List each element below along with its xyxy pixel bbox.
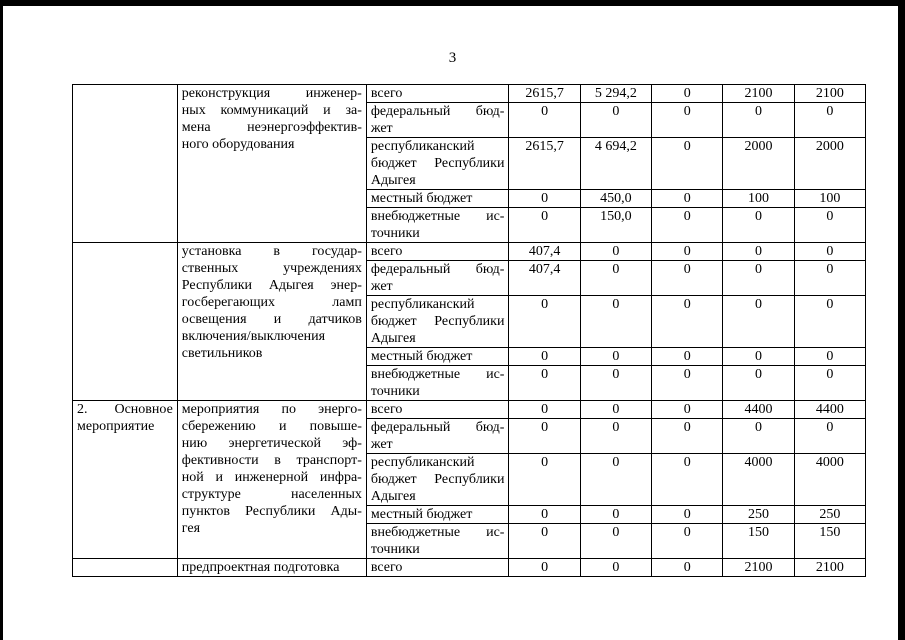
value-cell: 0 [723, 419, 794, 454]
value-cell: 150 [794, 524, 865, 559]
value-cell: 0 [723, 348, 794, 366]
funding-source-line: федеральный бюд- [370, 420, 505, 435]
value-cell: 0 [652, 454, 723, 506]
funding-source-line: республиканский [370, 139, 475, 154]
funding-source-line: внебюджетные ис- [370, 367, 505, 382]
value-cell: 0 [652, 138, 723, 190]
funding-source-line: бюджет Республики [370, 472, 505, 487]
measure-name-line: включения/выключения [181, 329, 326, 344]
funding-source-line: всего [370, 86, 403, 101]
funding-source [366, 243, 509, 261]
funding-source-line: Адыгея [370, 331, 416, 346]
value-cell: 0 [652, 243, 723, 261]
funding-source-line: федеральный бюд- [370, 262, 505, 277]
funding-source [366, 138, 509, 190]
value-cell: 0 [723, 103, 794, 138]
funding-source [366, 366, 509, 401]
value-cell: 0 [580, 261, 651, 296]
funding-source [366, 419, 509, 454]
measure-name-line: освещения и датчиков [181, 312, 362, 327]
measure-name-line: структуре населенных [181, 487, 362, 502]
value-cell: 0 [509, 366, 580, 401]
funding-source [366, 261, 509, 296]
value-cell: 0 [652, 401, 723, 419]
funding-source-line: бюджет Республики [370, 314, 505, 329]
measure-name-line: ного оборудования [181, 137, 295, 152]
value-cell: 0 [652, 190, 723, 208]
funding-source [366, 103, 509, 138]
value-cell: 0 [580, 559, 651, 577]
value-cell: 2100 [794, 85, 865, 103]
value-cell: 2615,7 [509, 138, 580, 190]
value-cell: 0 [794, 208, 865, 243]
value-cell: 0 [580, 419, 651, 454]
value-cell: 0 [509, 559, 580, 577]
value-cell: 0 [509, 419, 580, 454]
value-cell: 100 [723, 190, 794, 208]
table-row [73, 559, 866, 577]
funding-source-line: всего [370, 402, 403, 417]
value-cell: 0 [509, 348, 580, 366]
funding-source-line: точники [370, 226, 420, 241]
value-cell: 0 [580, 296, 651, 348]
measure-name-line: мена неэнергоэффектив- [181, 120, 362, 135]
funding-source-line: точники [370, 384, 420, 399]
page-border-left [0, 0, 3, 640]
value-cell: 0 [794, 296, 865, 348]
funding-source-line: жет [370, 121, 393, 136]
funding-source [366, 85, 509, 103]
page-number: 3 [448, 50, 457, 66]
value-cell: 4400 [794, 401, 865, 419]
value-cell: 100 [794, 190, 865, 208]
value-cell: 0 [723, 208, 794, 243]
value-cell: 4400 [723, 401, 794, 419]
value-cell: 0 [509, 208, 580, 243]
value-cell: 2000 [723, 138, 794, 190]
measure-name [177, 401, 366, 559]
value-cell: 0 [509, 103, 580, 138]
funding-source-line: федеральный бюд- [370, 104, 505, 119]
funding-source-line: бюджет Республики [370, 156, 505, 171]
funding-source-line: республиканский [370, 455, 475, 470]
measure-name-line: гея [181, 521, 201, 536]
value-cell: 0 [580, 524, 651, 559]
value-cell: 0 [723, 296, 794, 348]
measure-name [177, 559, 366, 577]
measure-name-line: сбережению и повыше- [181, 419, 362, 434]
section-cell-empty [73, 243, 178, 401]
funding-source-line: Адыгея [370, 489, 416, 504]
section-label-line: 2. Основное [77, 402, 173, 417]
value-cell: 0 [652, 103, 723, 138]
value-cell: 407,4 [509, 243, 580, 261]
funding-source [366, 524, 509, 559]
measure-name-line: ных коммуникаций и за- [181, 103, 362, 118]
funding-source [366, 454, 509, 506]
value-cell: 0 [580, 366, 651, 401]
value-cell: 0 [580, 454, 651, 506]
value-cell: 2100 [723, 85, 794, 103]
measure-name-line: реконструкция инженер- [181, 86, 362, 101]
section-cell-empty [73, 85, 178, 243]
measure-name [177, 243, 366, 401]
funding-source [366, 348, 509, 366]
section-label [73, 401, 178, 559]
table-row [73, 243, 866, 261]
funding-source-line: жет [370, 437, 393, 452]
funding-source [366, 296, 509, 348]
funding-source-line: внебюджетные ис- [370, 209, 505, 224]
value-cell: 0 [509, 296, 580, 348]
funding-source-line: всего [370, 244, 403, 259]
value-cell: 0 [723, 261, 794, 296]
funding-source [366, 506, 509, 524]
value-cell: 0 [652, 348, 723, 366]
funding-source-line: внебюджетные ис- [370, 525, 505, 540]
funding-source-line: местный бюджет [370, 507, 473, 522]
value-cell: 2000 [794, 138, 865, 190]
value-cell: 0 [652, 524, 723, 559]
value-cell: 2100 [794, 559, 865, 577]
value-cell: 2615,7 [509, 85, 580, 103]
section-cell-empty [73, 559, 178, 577]
value-cell: 407,4 [509, 261, 580, 296]
measure-name-line: установка в государ- [181, 244, 362, 259]
measure-name-line: фективности в транспорт- [181, 453, 362, 468]
value-cell: 0 [580, 401, 651, 419]
value-cell: 150,0 [580, 208, 651, 243]
section-label-line: мероприятие [77, 419, 155, 434]
funding-source [366, 208, 509, 243]
value-cell: 0 [652, 506, 723, 524]
value-cell: 0 [509, 506, 580, 524]
value-cell: 150 [723, 524, 794, 559]
value-cell: 0 [652, 366, 723, 401]
measure-name-line: ной и инженерной инфра- [181, 470, 362, 485]
table-row [73, 85, 866, 103]
value-cell: 4000 [723, 454, 794, 506]
funding-source [366, 401, 509, 419]
value-cell: 0 [794, 243, 865, 261]
measure-name [177, 85, 366, 243]
measure-name-line: Республики Адыгея энер- [181, 278, 362, 293]
value-cell: 0 [580, 243, 651, 261]
value-cell: 0 [794, 103, 865, 138]
value-cell: 0 [652, 85, 723, 103]
value-cell: 250 [794, 506, 865, 524]
value-cell: 0 [509, 190, 580, 208]
value-cell: 2100 [723, 559, 794, 577]
value-cell: 0 [580, 348, 651, 366]
value-cell: 0 [509, 524, 580, 559]
value-cell: 0 [509, 454, 580, 506]
measure-name-line: светильников [181, 346, 263, 361]
funding-source-line: местный бюджет [370, 191, 473, 206]
value-cell: 0 [794, 348, 865, 366]
value-cell: 4000 [794, 454, 865, 506]
value-cell: 0 [652, 419, 723, 454]
value-cell: 0 [794, 261, 865, 296]
measure-name-line: ственных учреждениях [181, 261, 362, 276]
value-cell: 250 [723, 506, 794, 524]
value-cell: 0 [652, 208, 723, 243]
measure-name-line: госберегающих ламп [181, 295, 362, 310]
measure-name-line: нию энергетической эф- [181, 436, 362, 451]
funding-source-line: республиканский [370, 297, 475, 312]
funding-source-line: Адыгея [370, 173, 416, 188]
value-cell: 0 [652, 559, 723, 577]
value-cell: 450,0 [580, 190, 651, 208]
value-cell: 0 [723, 366, 794, 401]
value-cell: 0 [652, 261, 723, 296]
funding-source-line: всего [370, 560, 403, 575]
measure-name-line: предпроектная подготовка [181, 560, 340, 575]
value-cell: 4 694,2 [580, 138, 651, 190]
measure-name-line: мероприятия по энерго- [181, 402, 362, 417]
funding-source-line: местный бюджет [370, 349, 473, 364]
value-cell: 0 [580, 506, 651, 524]
value-cell: 0 [509, 401, 580, 419]
funding-source-line: жет [370, 279, 393, 294]
budget-table [72, 84, 866, 577]
page-border-top [0, 0, 905, 6]
page-border-right [898, 0, 905, 640]
funding-source [366, 190, 509, 208]
value-cell: 0 [723, 243, 794, 261]
value-cell: 0 [794, 366, 865, 401]
value-cell: 0 [794, 419, 865, 454]
value-cell: 0 [652, 296, 723, 348]
value-cell: 0 [580, 103, 651, 138]
funding-source [366, 559, 509, 577]
measure-name-line: пунктов Республики Ады- [181, 504, 362, 519]
funding-source-line: точники [370, 542, 420, 557]
table-row [73, 401, 866, 419]
value-cell: 5 294,2 [580, 85, 651, 103]
